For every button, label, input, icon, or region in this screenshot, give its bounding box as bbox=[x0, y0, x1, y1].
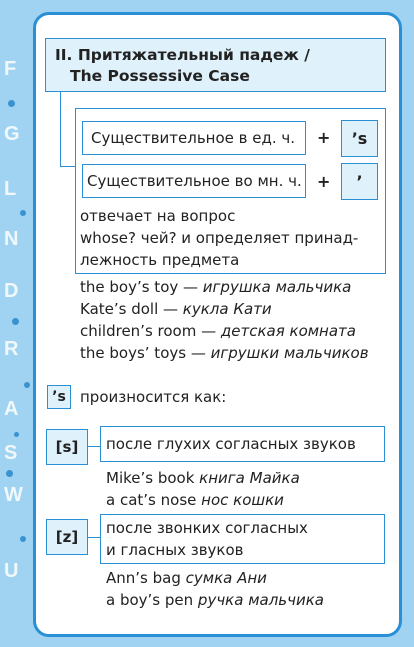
sound-example bbox=[106, 489, 284, 511]
decor-dot bbox=[20, 210, 26, 216]
example-english: the boys’ toys — bbox=[80, 344, 211, 362]
singular-noun-label: Существительное в ед. ч. bbox=[91, 129, 296, 147]
sound-connector bbox=[88, 537, 100, 538]
sound-example bbox=[106, 567, 267, 589]
side-letter: L bbox=[4, 178, 17, 200]
example-russian: кукла Кати bbox=[182, 300, 272, 318]
example-english: Kate’s doll — bbox=[80, 300, 183, 318]
sound-z-rule: после звонких согласных bbox=[106, 519, 308, 537]
example-russian: игрушка мальчика bbox=[202, 278, 352, 296]
singular-noun-box bbox=[82, 121, 306, 155]
example-english: Mike’s book bbox=[106, 469, 200, 487]
plus-sign: + bbox=[317, 128, 331, 147]
singular-suffix-box: ’s bbox=[341, 120, 378, 157]
heading-connector bbox=[60, 92, 75, 167]
decor-dot bbox=[24, 382, 30, 388]
example-english: Ann’s bag bbox=[106, 569, 186, 587]
plural-noun-label: Существительное во мн. ч. bbox=[87, 172, 302, 190]
sound-z-badge: [z] bbox=[46, 519, 88, 555]
decor-dot bbox=[20, 536, 26, 542]
side-letter: N bbox=[4, 228, 19, 250]
example-russian: ручка мальчика bbox=[197, 591, 325, 609]
sound-example bbox=[106, 589, 324, 611]
example-russian: игрушки мальчиков bbox=[210, 344, 369, 362]
side-letter: F bbox=[4, 58, 17, 80]
sound-s-rule-box bbox=[100, 426, 385, 462]
example-english: the boy’s toy — bbox=[80, 278, 203, 296]
side-letter: G bbox=[4, 123, 20, 145]
heading-line-1: II. Притяжательный падеж / bbox=[55, 46, 310, 64]
decor-dot bbox=[12, 318, 19, 325]
pronunciation-badge: ’s bbox=[47, 385, 71, 409]
sound-z-rule-box bbox=[100, 514, 385, 564]
plural-suffix-box: ’ bbox=[341, 163, 378, 200]
sound-example bbox=[106, 467, 300, 489]
decor-dot bbox=[6, 470, 13, 477]
heading-line-2: The Possessive Case bbox=[70, 67, 250, 85]
example-line bbox=[80, 320, 356, 342]
example-english: a cat’s nose bbox=[106, 491, 202, 509]
side-letter: R bbox=[4, 338, 19, 360]
sound-z-rule: и гласных звуков bbox=[106, 541, 244, 559]
section-heading bbox=[45, 38, 386, 92]
sound-s-rule: после глухих согласных звуков bbox=[106, 435, 356, 453]
sound-connector bbox=[88, 446, 100, 447]
side-letter: W bbox=[4, 484, 23, 506]
pronunciation-text: произносится как: bbox=[80, 388, 227, 406]
example-english: a boy’s pen bbox=[106, 591, 198, 609]
side-letter: D bbox=[4, 280, 19, 302]
side-letter: A bbox=[4, 398, 19, 420]
example-russian: сумка Ани bbox=[185, 569, 267, 587]
plus-sign: + bbox=[317, 172, 331, 191]
example-russian: детская комната bbox=[220, 322, 356, 340]
example-russian: книга Майка bbox=[199, 469, 300, 487]
rule-description-line: лежность предмета bbox=[80, 251, 240, 269]
rule-description-line: отвечает на вопрос bbox=[80, 207, 236, 225]
plural-noun-box bbox=[82, 164, 306, 198]
side-letter: U bbox=[4, 560, 19, 582]
decor-dot bbox=[14, 432, 19, 437]
decor-dot bbox=[8, 100, 15, 107]
example-line bbox=[80, 342, 369, 364]
example-line bbox=[80, 276, 351, 298]
example-line bbox=[80, 298, 272, 320]
side-letter: S bbox=[4, 442, 18, 464]
rule-description-line: whose? чей? и определяет принад- bbox=[80, 229, 359, 247]
example-russian: нос кошки bbox=[201, 491, 284, 509]
sound-s-badge: [s] bbox=[46, 429, 88, 465]
example-english: children’s room — bbox=[80, 322, 221, 340]
